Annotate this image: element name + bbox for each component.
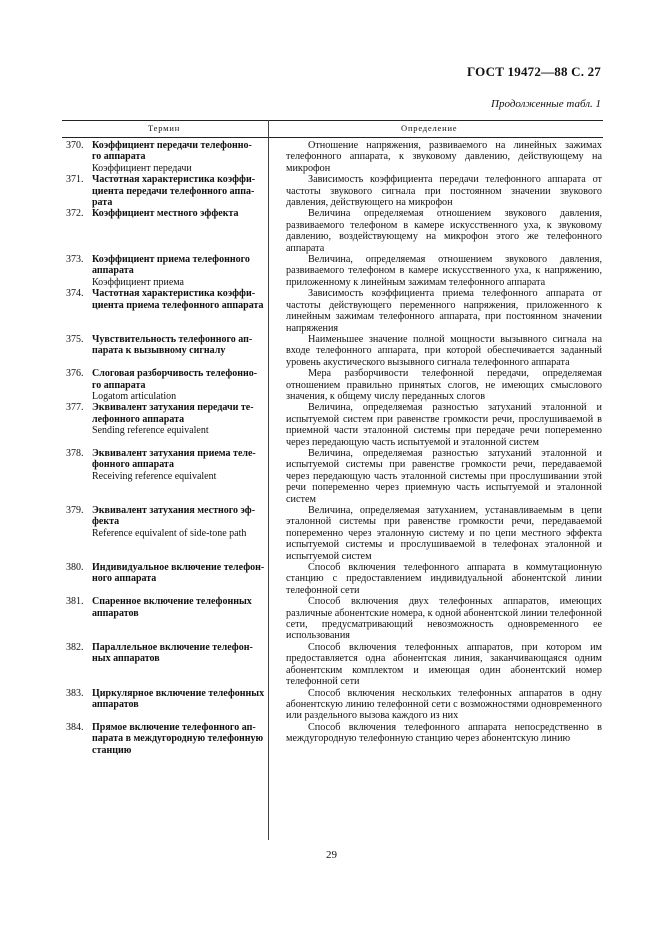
table-row <box>62 140 603 174</box>
term-alternate: Коэффициент приема <box>92 276 184 288</box>
table-row <box>62 596 603 642</box>
term-line <box>66 197 270 208</box>
term-text: фонного аппарата <box>92 459 174 471</box>
term-number-spacer <box>66 265 92 276</box>
term-text: рата <box>92 197 113 209</box>
definition-cell: Отношение напряжения, развиваемого на линейных зажимах телефонного аппарата, к звуковому давлению, действующему на микрофон <box>286 140 602 174</box>
term-line <box>66 186 270 197</box>
term-text: аппаратов <box>92 698 139 710</box>
term-text: Коэффициент приема телефонного <box>92 254 250 266</box>
table-row <box>62 562 603 596</box>
term-text: Частотная характеристика коэффи- <box>92 174 256 186</box>
term-line <box>66 653 270 664</box>
table-continuation-label: Продолженные табл. 1 <box>491 98 601 110</box>
table-row <box>62 368 603 402</box>
table-row <box>62 254 603 288</box>
term-cell <box>62 368 274 402</box>
term-text: Эквивалент затухания местного эф- <box>92 505 256 516</box>
document-header: ГОСТ 19472—88 С. 27 <box>467 64 601 79</box>
term-number: 377. <box>66 402 84 414</box>
term-number: 380. <box>66 562 84 574</box>
term-line <box>66 722 270 733</box>
term-number: 375. <box>66 333 84 345</box>
term-number: 383. <box>66 687 84 699</box>
table-row <box>62 288 603 334</box>
term-line <box>66 345 270 356</box>
term-cell <box>62 448 274 505</box>
term-cell <box>62 140 274 174</box>
term-text: Чувствительность телефонного ап- <box>92 333 253 345</box>
table-row <box>62 448 603 505</box>
term-number-spacer <box>66 151 92 162</box>
term-number-spacer <box>66 733 92 744</box>
term-line <box>66 174 270 185</box>
term-line <box>66 368 270 379</box>
term-text: Индивидуальное включение телефон- <box>92 562 265 574</box>
table-body <box>62 140 603 756</box>
term-line <box>66 151 270 162</box>
term-cell <box>62 688 274 722</box>
definition-cell: Величина определяемая отношением звукового давления, развиваемого телефоном в камере искусственного уха, к звуковому давлению, воздействующему на микрофон этого же телефонного аппарата <box>286 208 602 254</box>
term-number: 376. <box>66 368 84 380</box>
term-text: парата в междугородную телефонную <box>92 733 264 745</box>
term-cell <box>62 722 274 756</box>
term-text: ного аппарата <box>92 573 157 585</box>
term-cell <box>62 402 274 448</box>
term-line <box>66 642 270 653</box>
table-row <box>62 688 603 722</box>
term-text: го аппарата <box>92 379 146 391</box>
term-text: Параллельное включение телефон- <box>92 641 253 653</box>
term-number-spacer <box>66 745 92 756</box>
term-cell <box>62 562 274 596</box>
definition-cell: Способ включения двух телефонных аппаратов, имеющих различные абонентские номера, к одной абонентской линии телефонной сети, предусматривающий невозможность одновременного ее использования <box>286 596 602 642</box>
term-alternate: Sending reference equivalent <box>92 425 209 437</box>
term-line <box>66 573 270 584</box>
term-number: 381. <box>66 596 84 608</box>
table-row <box>62 334 603 368</box>
definition-cell: Зависимость коэффициента передачи телефонного аппарата от частоты звукового сигнала при постоянном значении звукового давления, действующего на микрофон <box>286 174 602 209</box>
definition-cell: Величина, определяемая разностью затуханий эталонной и испытуемой системы при равенстве громкости речи, передаваемой через передающую часть эталонной системы при прослушивании этой речи попеременно через приемную часть испытуемой и эталонной систем <box>286 447 602 505</box>
term-line <box>66 745 270 756</box>
term-number: 374. <box>66 288 84 300</box>
definition-cell: Мера разборчивости телефонной передачи, определяемая отношением правильно принятых слогов, не имеющих смыслового значения, к общему числу переданных слогов <box>286 368 602 402</box>
term-line <box>66 288 270 299</box>
term-cell <box>62 334 274 368</box>
term-number: 384. <box>66 721 84 733</box>
table-row <box>62 642 603 688</box>
definition-cell: Способ включения телефонных аппаратов, при котором им предоставляется одна абонентская линия, заканчивающаяся одним абонентским комплектом и имеющая один абонентский номер телефонной сети <box>286 641 602 688</box>
term-text: парата к вызывному сигналу <box>92 345 226 357</box>
term-number: 371. <box>66 174 84 186</box>
term-text: аппарата <box>92 265 134 277</box>
term-cell <box>62 505 274 562</box>
term-text: ных аппаратов <box>92 653 160 665</box>
term-number-spacer <box>66 653 92 664</box>
table-row <box>62 722 603 756</box>
term-number-spacer <box>66 414 92 425</box>
term-line <box>66 505 270 516</box>
term-text: лефонного аппарата <box>92 413 185 425</box>
term-text: Частотная характеристика коэффи- <box>92 288 256 300</box>
definition-cell: Способ включения телефонного аппарата непосредственно в междугородную телефонную станцию через абонентскую линию <box>286 721 602 745</box>
definition-cell: Величина, определяемая затуханием, устанавливаемым в цепи эталонной системы при равенстве громкости речи, передаваемой попеременно через эталонную систему и по цепи местного эффекта испытуемой системы и прослушиваемой в телефонах эталонной и испытуемой систем <box>286 505 602 562</box>
term-line <box>66 516 270 527</box>
term-line <box>66 402 270 413</box>
page-number: 29 <box>326 849 337 861</box>
term-number-spacer <box>66 300 92 311</box>
term-text: Слоговая разборчивость телефонно- <box>92 368 258 380</box>
definition-cell: Способ включения нескольких телефонных аппаратов в одну абонентскую линию телефонной сети с возможностями одновременного или раздельного вызова каждого из них <box>286 687 602 722</box>
term-text: аппаратов <box>92 607 139 619</box>
term-text: Эквивалент затухания передачи те- <box>92 402 254 414</box>
table-row <box>62 505 603 562</box>
term-number-spacer <box>66 345 92 356</box>
definition-cell: Зависимость коэффициента приема телефонного аппарата от частоты действующего переменного напряжения, приложенного к линейным зажимам телефонного аппарата, при постоянном значении напряжения <box>286 288 602 334</box>
term-cell <box>62 208 274 254</box>
definition-cell: Величина, определяемая разностью затуханий эталонной и испытуемой систем при равенстве громкости речи, прослушиваемой в приемной части эталонной системы при передаче речи попеременно через передающую часть испытуемой и эталонной систем <box>286 402 602 448</box>
term-alternate: Receiving reference equivalent <box>92 470 217 482</box>
term-cell <box>62 174 274 208</box>
term-text: го аппарата <box>92 151 146 163</box>
term-alternate: Logatom articulation <box>92 390 177 402</box>
term-line <box>66 562 270 573</box>
term-number-spacer <box>66 186 92 197</box>
term-number: 382. <box>66 641 84 653</box>
term-alternate: Коэффициент передачи <box>92 162 192 174</box>
definition-cell: Величина, определяемая отношением звукового давления, развиваемого телефоном в камере искусственного уха, к напряжению, приложенному к линейным зажимам телефонного аппарата <box>286 254 602 288</box>
term-line <box>66 733 270 744</box>
term-text: Эквивалент затухания приема теле- <box>92 447 256 459</box>
term-number: 373. <box>66 254 84 266</box>
term-number: 370. <box>66 140 84 151</box>
term-text: Прямое включение телефонного ап- <box>92 721 256 733</box>
column-header-term: Термин <box>148 123 181 133</box>
term-text: Спаренное включение телефонных <box>92 596 252 608</box>
term-line <box>66 208 270 219</box>
table-header-rule <box>62 137 603 138</box>
term-text: циента передачи телефонного аппа- <box>92 185 255 197</box>
term-line <box>66 414 270 425</box>
term-cell <box>62 288 274 334</box>
term-line <box>66 596 270 607</box>
term-text: Коэффициент местного эффекта <box>92 208 239 220</box>
term-number-spacer <box>66 197 92 208</box>
table-row <box>62 402 603 448</box>
term-text: фекта <box>92 516 120 528</box>
term-number: 378. <box>66 447 84 459</box>
term-cell <box>62 642 274 688</box>
term-text: Циркулярное включение телефонных <box>92 687 265 699</box>
term-number-spacer <box>66 516 92 527</box>
term-text: станцию <box>92 744 132 756</box>
definition-cell: Способ включения телефонного аппарата в коммутационную станцию с предоставлением индивидуальной абонентской линии телефонной сети <box>286 562 602 596</box>
term-alternate: Reference equivalent of side-tone path <box>92 527 247 539</box>
term-line <box>66 334 270 345</box>
term-line <box>66 300 270 311</box>
term-number-spacer <box>66 699 92 710</box>
column-header-definition: Определение <box>401 123 458 133</box>
definition-cell: Наименьшее значение полной мощности вызывного сигнала на входе телефонного аппарата, при которой обеспечивается заданный уровень акустического вызывного сигнала телефонного аппарата <box>286 333 602 368</box>
table-top-rule <box>62 120 603 121</box>
term-number: 379. <box>66 505 84 516</box>
term-text: Коэффициент передачи телефонно- <box>92 140 252 151</box>
term-text: циента приема телефонного аппарата <box>92 299 264 311</box>
term-number-spacer <box>66 573 92 584</box>
table-row <box>62 208 603 254</box>
term-line <box>66 688 270 699</box>
term-number-spacer <box>66 380 92 391</box>
term-line <box>66 254 270 265</box>
term-line <box>66 459 270 470</box>
term-line <box>66 380 270 391</box>
table-row <box>62 174 603 208</box>
term-number: 372. <box>66 208 84 220</box>
term-number-spacer <box>66 459 92 470</box>
term-line <box>66 608 270 619</box>
term-line <box>66 448 270 459</box>
term-cell <box>62 254 274 288</box>
term-line <box>66 699 270 710</box>
term-cell <box>62 596 274 642</box>
term-line <box>66 140 270 151</box>
term-line <box>66 265 270 276</box>
term-number-spacer <box>66 608 92 619</box>
